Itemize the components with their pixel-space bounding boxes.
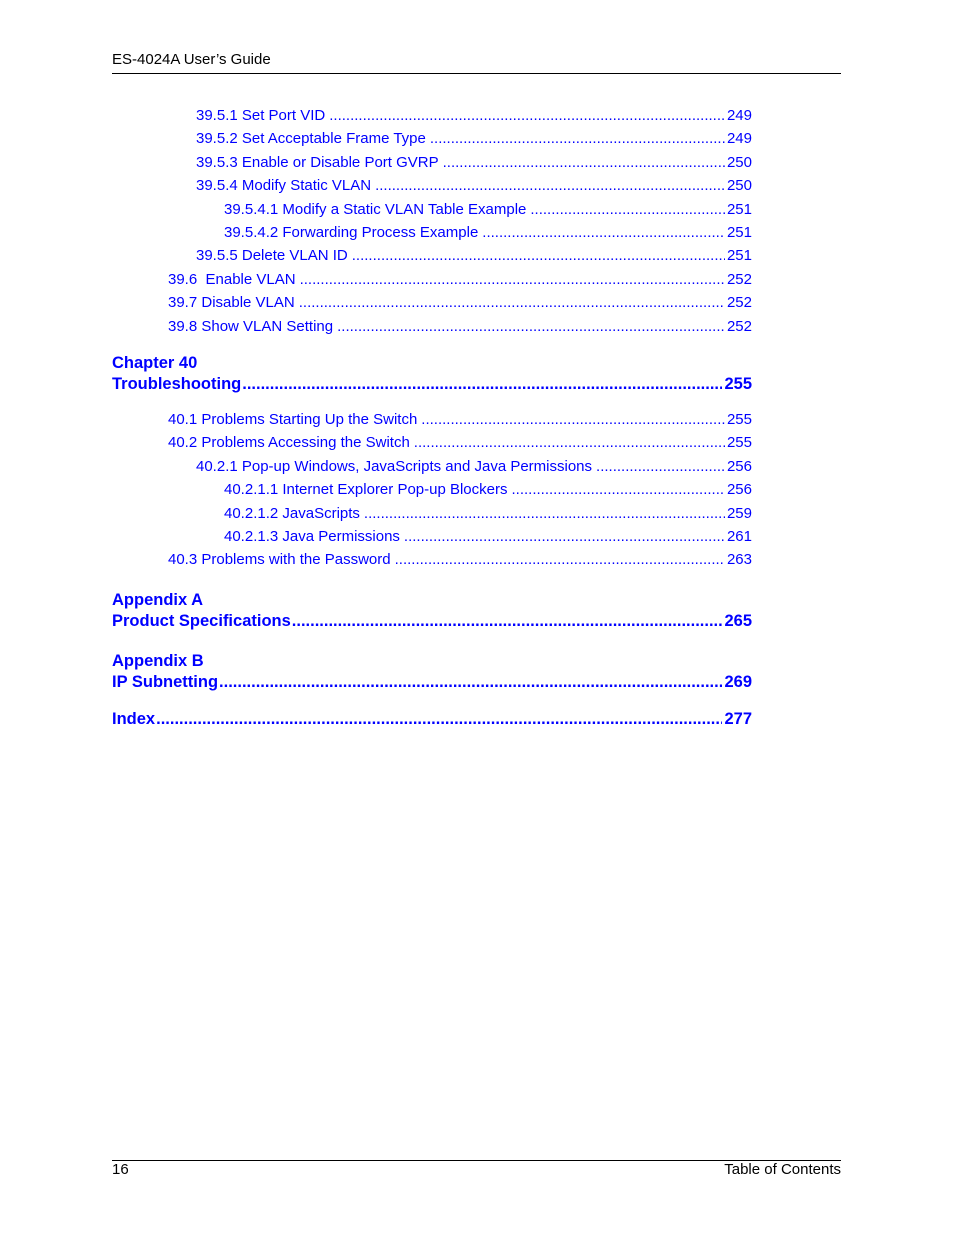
toc-entry-title: 39.5.5 Delete VLAN ID bbox=[196, 247, 348, 264]
appendix-b-label: Appendix B bbox=[112, 652, 204, 670]
toc-entry-index[interactable] bbox=[112, 709, 752, 729]
toc-entry-40-2[interactable] bbox=[168, 434, 752, 452]
dot-leader bbox=[421, 411, 725, 429]
chapter-40-label: Chapter 40 bbox=[112, 354, 198, 372]
toc-entry-page: 256 bbox=[726, 481, 752, 498]
toc-entry-title: 39.6 Enable VLAN bbox=[168, 271, 296, 288]
toc-entry-39-5-1[interactable] bbox=[196, 107, 752, 125]
toc-entry-page: 255 bbox=[726, 434, 752, 451]
toc-entry-39-5-4[interactable] bbox=[196, 177, 752, 195]
toc-entry-title: 40.2.1.2 JavaScripts bbox=[224, 505, 360, 522]
toc-entry-title: Index bbox=[112, 710, 156, 728]
dot-leader bbox=[364, 505, 725, 523]
toc-entry-39-5-3[interactable] bbox=[196, 154, 752, 172]
toc-entry-page: 265 bbox=[724, 612, 752, 630]
dot-leader bbox=[219, 672, 722, 692]
toc-entry-page: 250 bbox=[726, 177, 752, 194]
dot-leader bbox=[299, 294, 725, 312]
toc-entry-39-8[interactable] bbox=[168, 318, 752, 336]
toc-entry-appendix-b[interactable] bbox=[112, 672, 752, 692]
header-rule bbox=[112, 73, 841, 74]
toc-entry-title: 40.1 Problems Starting Up the Switch bbox=[168, 411, 418, 428]
toc-entry-40-3[interactable] bbox=[168, 551, 752, 569]
toc-entry-39-5-4-2[interactable] bbox=[224, 224, 752, 242]
dot-leader bbox=[430, 130, 725, 148]
dot-leader bbox=[292, 611, 723, 631]
toc-entry-title: 40.2.1 Pop-up Windows, JavaScripts and Java Permissions bbox=[196, 458, 593, 475]
toc-entry-page: 277 bbox=[724, 710, 752, 728]
dot-leader bbox=[530, 201, 725, 219]
toc-entry-title: IP Subnetting bbox=[112, 673, 219, 691]
toc-entry-page: 252 bbox=[726, 294, 752, 311]
toc-entry-page: 250 bbox=[726, 154, 752, 171]
toc-entry-40-2-1-3[interactable] bbox=[224, 528, 752, 546]
dot-leader bbox=[443, 154, 725, 172]
toc-entry-title: 39.5.3 Enable or Disable Port GVRP bbox=[196, 154, 439, 171]
toc-entry-40-2-1[interactable] bbox=[196, 458, 752, 476]
toc-entry-page: 255 bbox=[726, 411, 752, 428]
dot-leader bbox=[404, 528, 725, 546]
footer-page-number: 16 bbox=[112, 1161, 129, 1178]
toc-entry-title: 40.2 Problems Accessing the Switch bbox=[168, 434, 410, 451]
toc-entry-title: 40.2.1.1 Internet Explorer Pop-up Blockers bbox=[224, 481, 508, 498]
toc-entry-page: 252 bbox=[726, 318, 752, 335]
toc-entry-40-1[interactable] bbox=[168, 411, 752, 429]
toc-entry-40-2-1-2[interactable] bbox=[224, 505, 752, 523]
toc-entry-title: 40.3 Problems with the Password bbox=[168, 551, 391, 568]
toc-entry-39-5-4-1[interactable] bbox=[224, 201, 752, 219]
toc-entry-title: 39.5.4 Modify Static VLAN bbox=[196, 177, 372, 194]
toc-entry-title: 39.8 Show VLAN Setting bbox=[168, 318, 334, 335]
dot-leader bbox=[337, 318, 725, 336]
toc-entry-title: 39.7 Disable VLAN bbox=[168, 294, 295, 311]
dot-leader bbox=[375, 177, 725, 195]
dot-leader bbox=[329, 107, 725, 125]
toc-entry-page: 269 bbox=[724, 673, 752, 691]
toc-entry-page: 249 bbox=[726, 130, 752, 147]
toc-entry-39-5-5[interactable] bbox=[196, 247, 752, 265]
toc-entry-39-7[interactable] bbox=[168, 294, 752, 312]
toc-entry-page: 251 bbox=[726, 201, 752, 218]
dot-leader bbox=[156, 709, 722, 729]
toc-entry-page: 256 bbox=[726, 458, 752, 475]
toc-entry-page: 249 bbox=[726, 107, 752, 124]
toc-entry-title: 39.5.4.1 Modify a Static VLAN Table Example bbox=[224, 201, 527, 218]
dot-leader bbox=[300, 271, 725, 289]
toc-entry-title: Product Specifications bbox=[112, 612, 291, 630]
dot-leader bbox=[242, 374, 722, 394]
toc-entry-page: 255 bbox=[724, 375, 752, 393]
toc-entry-39-5-2[interactable] bbox=[196, 130, 752, 148]
toc-entry-page: 251 bbox=[726, 224, 752, 241]
toc-entry-appendix-a[interactable] bbox=[112, 611, 752, 631]
toc-entry-title: 39.5.2 Set Acceptable Frame Type bbox=[196, 130, 426, 147]
toc-entry-title: 39.5.1 Set Port VID bbox=[196, 107, 326, 124]
toc-entry-title: 40.2.1.3 Java Permissions bbox=[224, 528, 400, 545]
dot-leader bbox=[512, 481, 725, 499]
toc-entry-page: 252 bbox=[726, 271, 752, 288]
toc-entry-page: 261 bbox=[726, 528, 752, 545]
dot-leader bbox=[596, 458, 725, 476]
appendix-a-label: Appendix A bbox=[112, 591, 204, 609]
toc-entry-chapter-40[interactable] bbox=[112, 374, 752, 394]
toc-entry-40-2-1-1[interactable] bbox=[224, 481, 752, 499]
toc-entry-page: 251 bbox=[726, 247, 752, 264]
toc-entry-title: 39.5.4.2 Forwarding Process Example bbox=[224, 224, 479, 241]
page-header-title: ES-4024A User’s Guide bbox=[112, 51, 271, 68]
toc-entry-page: 263 bbox=[726, 551, 752, 568]
dot-leader bbox=[352, 247, 725, 265]
dot-leader bbox=[482, 224, 725, 242]
toc-entry-39-6[interactable] bbox=[168, 271, 752, 289]
toc-entry-title: Troubleshooting bbox=[112, 375, 242, 393]
dot-leader bbox=[395, 551, 725, 569]
dot-leader bbox=[414, 434, 725, 452]
footer-section-title: Table of Contents bbox=[724, 1161, 841, 1178]
toc-entry-page: 259 bbox=[726, 505, 752, 522]
